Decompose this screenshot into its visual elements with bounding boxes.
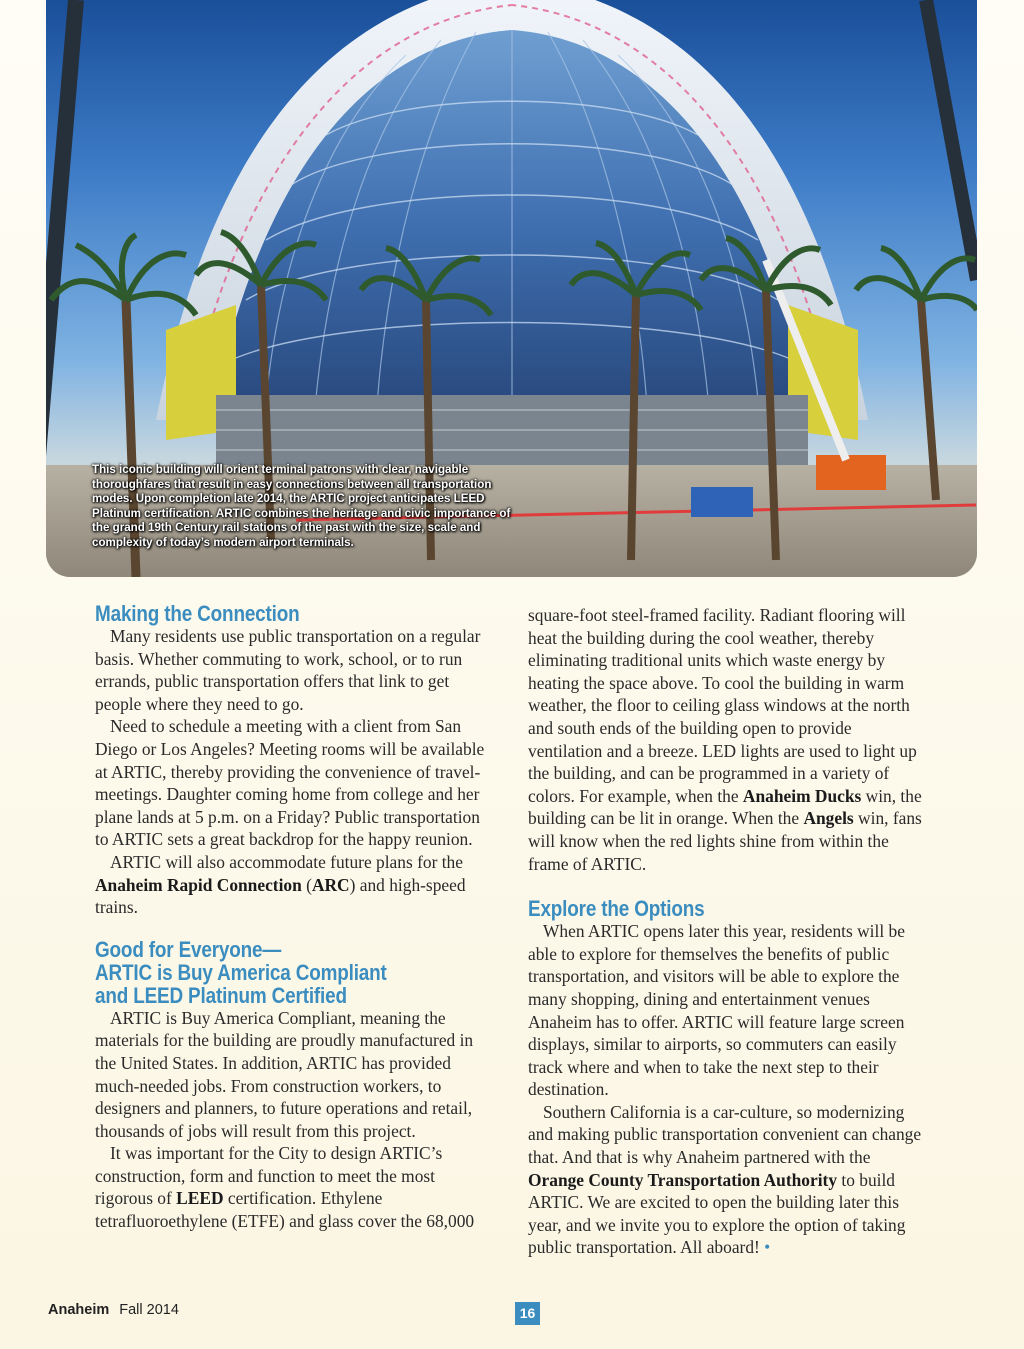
- bold-octa: Orange County Transportation Authority: [528, 1169, 838, 1190]
- end-of-article-mark: •: [764, 1237, 771, 1258]
- bold-anaheim-ducks: Anaheim Ducks: [742, 785, 862, 806]
- section1-paragraph-2: Need to schedule a meeting with a client from San Diego or Los Angeles? Meeting rooms will be available at ARTIC, thereby providing the convenience of travel-meetings. Daughter coming home from college and her plane lands at 5 p.m. on a Friday? Public transportation to ARTIC sets a great backdrop for the happy reunion.: [95, 716, 485, 850]
- text-span: to build ARTIC. We are excited to open the building later this year, and we invite you to explore the option of taking public transportation. All aboard!: [528, 1169, 906, 1258]
- text-span: square-foot steel-framed facility. Radiant flooring will heat the building during the cool weather, thereby eliminating traditional units which waste energy by heating the space above. To cool the building in warm weather, the floor to ceiling glass windows at the north and south ends of the building open to provide ventilation and a breeze. LED lights are used to light up the building, and can be programmed in a variety of colors. For example, when the: [528, 605, 917, 806]
- text-span: It was important for the City to design ARTIC’s construction, form and function to meet the most rigorous of: [95, 1143, 443, 1209]
- text-span: Southern California is a car-culture, so modernizing and making public transportation convenient can change that. And that is why Anaheim partnered with the: [528, 1101, 922, 1168]
- text-span: win, fans will know when the red lights shine from within the frame of ARTIC.: [528, 808, 922, 874]
- section1-paragraph-3: [95, 851, 495, 919]
- bold-angels: Angels: [803, 808, 854, 829]
- page-number: 16: [515, 1302, 540, 1325]
- footer-publication: [48, 1302, 179, 1318]
- section2-paragraph-2-start: [95, 1142, 495, 1232]
- text-span: win, the building can be lit in orange. When the: [528, 785, 922, 829]
- heading-good-for-everyone: [95, 938, 439, 1007]
- photo-caption: This iconic building will orient terminal patrons with clear, navigable thoroughfares that result in easy connections between all transportation modes. Upon completion late 2014, the ARTIC project anticipates LEED Platinum certification. ARTIC combines the heritage and civic importance of the grand 19th Century rail stations of the past with the size, scale and complexity of today’s modern airport terminals.: [92, 463, 511, 549]
- issue-date: Fall 2014: [119, 1302, 179, 1318]
- text-span: ARTIC will also accommodate future plans for the: [110, 851, 463, 872]
- article-right-column: [528, 604, 928, 1259]
- heading-line: Good for Everyone—: [95, 936, 282, 962]
- article-left-column: [95, 598, 495, 1233]
- bold-arc: ARC: [311, 874, 350, 895]
- section2-paragraph-2-continued: [528, 604, 928, 875]
- heading-making-the-connection: Making the Connection: [95, 601, 300, 626]
- heading-line: ARTIC is Buy America Compliant: [95, 959, 387, 985]
- bold-anaheim-rapid-connection: Anaheim Rapid Connection: [95, 874, 302, 895]
- section3-paragraph-1: When ARTIC opens later this year, residents will be able to explore for themselves the benefits of public transportation, and visitors will be able to explore the many shopping, dining and entertainment venues Anaheim has to offer. ARTIC will feature large screen displays, similar to airports, so commuters can easily track where and when to take the next step to their destination.: [528, 921, 905, 1100]
- text-span: certification. Ethylene tetrafluoroethylene (ETFE) and glass cover the 68,000: [95, 1188, 475, 1232]
- heading-explore-the-options: Explore the Options: [528, 896, 705, 922]
- text-span: ) and high-speed trains.: [95, 874, 466, 918]
- text-span: (: [301, 874, 312, 895]
- section1-paragraph-1: Many residents use public transportation on a regular basis. Whether commuting to work, school, or to run errands, public transportation offers that link to get people where they need to go.: [95, 626, 481, 714]
- bold-leed: LEED: [176, 1188, 224, 1209]
- heading-line: and LEED Platinum Certified: [95, 982, 347, 1008]
- section2-paragraph-1: ARTIC is Buy America Compliant, meaning the materials for the building are proudly manufactured in the United States. In addition, ARTIC has provided much-needed jobs. From construction workers, to designers and planners, to future operations and retail, thousands of jobs will result from this project.: [95, 1007, 474, 1141]
- section3-paragraph-2: [528, 1101, 928, 1259]
- magazine-name: Anaheim: [48, 1302, 110, 1318]
